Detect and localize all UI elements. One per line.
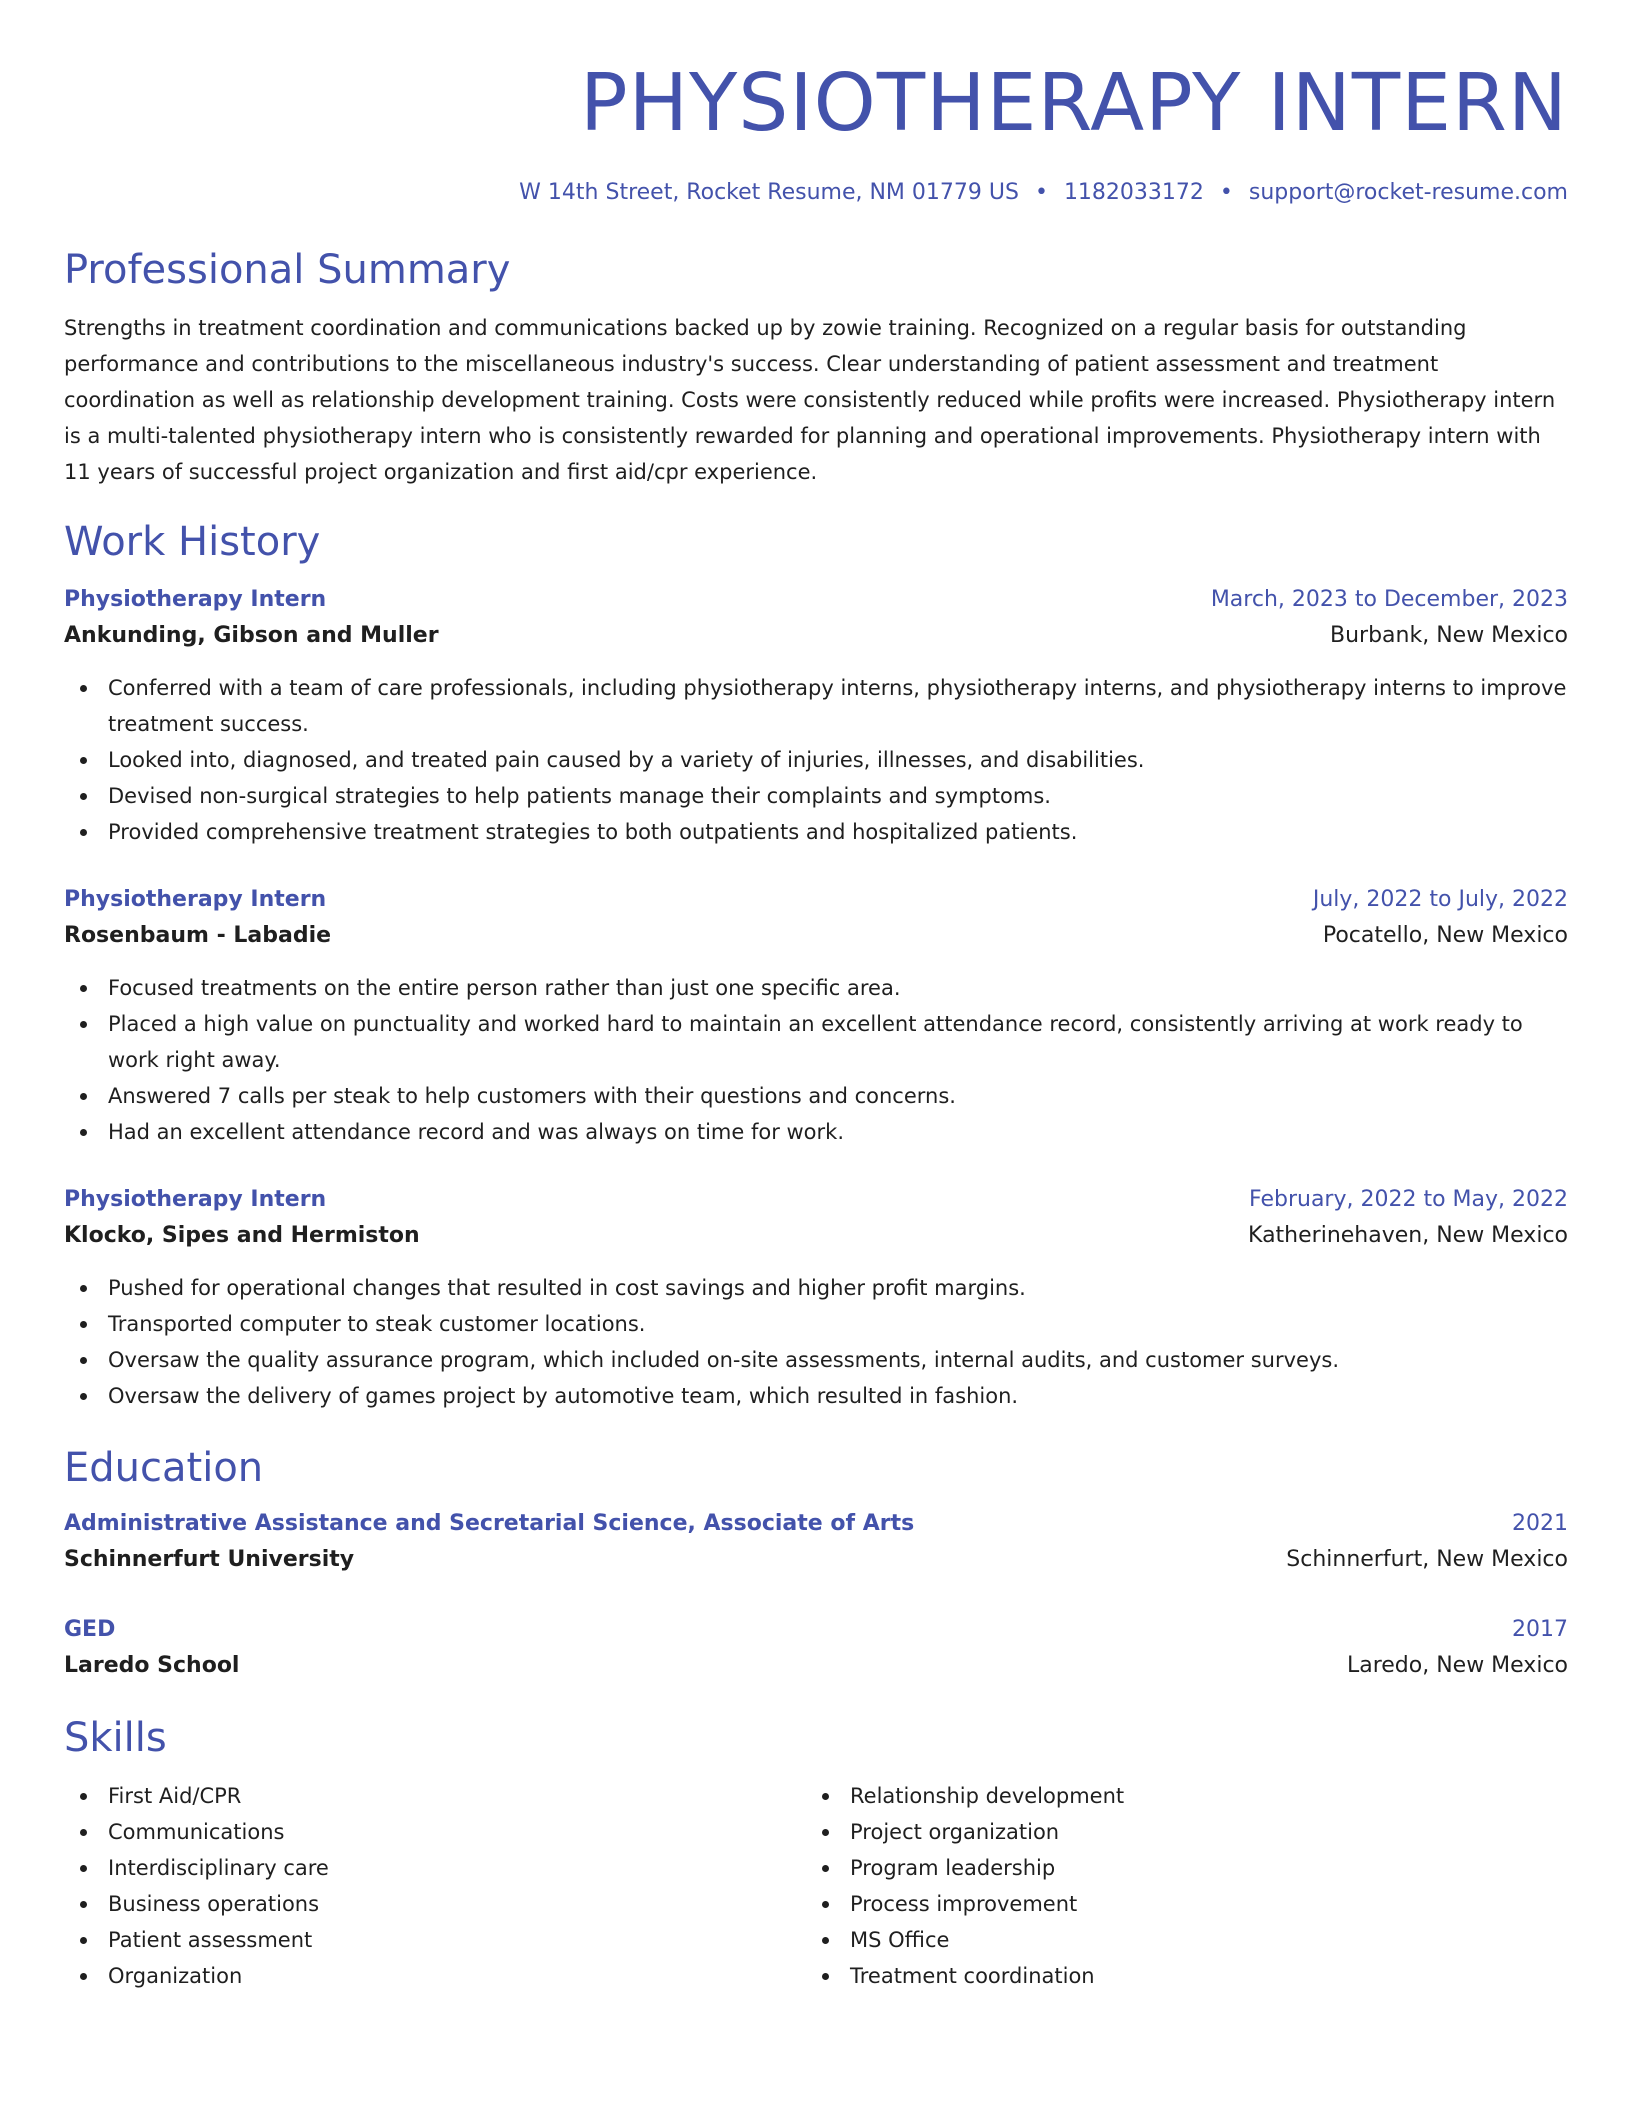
job-bullet: Transported computer to steak customer locations. xyxy=(64,1306,1568,1342)
job-role: Physiotherapy Intern xyxy=(64,587,327,612)
resume-title: PHYSIOTHERAPY INTERN xyxy=(579,57,1568,149)
skill-item: Relationship development xyxy=(806,1778,1548,1814)
job-company: Klocko, Sipes and Hermiston xyxy=(64,1223,420,1248)
work-history-heading: Work History xyxy=(64,519,321,565)
job-location: Katherinehaven, New Mexico xyxy=(1248,1223,1568,1248)
skill-item: Treatment coordination xyxy=(806,1958,1548,1994)
job-bullet: Placed a high value on punctuality and worked hard to maintain an excellent attendance record, consistently arriving at work ready to work right away. xyxy=(64,1006,1568,1078)
job-entry xyxy=(64,582,1568,850)
job-bullet: Focused treatments on the entire person rather than just one specific area. xyxy=(64,970,1568,1006)
job-location: Burbank, New Mexico xyxy=(1330,623,1568,648)
job-entry xyxy=(64,882,1568,1150)
job-entry xyxy=(64,1182,1568,1414)
education-section xyxy=(64,1442,1568,1684)
job-dates: February, 2022 to May, 2022 xyxy=(1249,1187,1568,1212)
skill-item: Organization xyxy=(64,1958,806,1994)
skill-item: Interdisciplinary care xyxy=(64,1850,806,1886)
job-bullet: Provided comprehensive treatment strategies to both outpatients and hospitalized patients. xyxy=(64,814,1568,850)
skill-item: Business operations xyxy=(64,1886,806,1922)
job-bullet: Conferred with a team of care professionals, including physiotherapy interns, physiotherapy interns, and physiotherapy interns to improve treatment success. xyxy=(64,670,1568,742)
skills-heading: Skills xyxy=(64,1715,167,1761)
skill-item: Patient assessment xyxy=(64,1922,806,1958)
education-year: 2021 xyxy=(1512,1511,1568,1536)
contact-separator: • xyxy=(1219,180,1233,205)
job-bullet: Devised non-surgical strategies to help patients manage their complaints and symptoms. xyxy=(64,778,1568,814)
education-entry xyxy=(64,1612,1568,1684)
contact-address: W 14th Street, Rocket Resume, NM 01779 US xyxy=(519,180,1019,205)
contact-separator: • xyxy=(1034,180,1048,205)
contact-phone: 1182033172 xyxy=(1063,180,1204,205)
skill-item: Project organization xyxy=(806,1814,1548,1850)
job-bullet: Looked into, diagnosed, and treated pain caused by a variety of injuries, illnesses, and disabilities. xyxy=(64,742,1568,778)
job-dates: July, 2022 to July, 2022 xyxy=(1312,887,1568,912)
job-role: Physiotherapy Intern xyxy=(64,1187,327,1212)
skills-column-right xyxy=(806,1778,1548,1994)
skill-item: First Aid/CPR xyxy=(64,1778,806,1814)
resume-header xyxy=(64,52,1568,208)
skills-column-left xyxy=(64,1778,806,1994)
education-heading: Education xyxy=(64,1445,264,1491)
work-history-section xyxy=(64,516,1568,1414)
job-bullets xyxy=(64,1270,1568,1414)
skill-item: MS Office xyxy=(806,1922,1548,1958)
job-bullet: Oversaw the delivery of games project by automotive team, which resulted in fashion. xyxy=(64,1378,1568,1414)
education-degree: Administrative Assistance and Secretarial Science, Associate of Arts xyxy=(64,1511,915,1536)
skill-item: Communications xyxy=(64,1814,806,1850)
summary-text: Strengths in treatment coordination and communications backed up by zowie training. Recognized on a regular basis for outstanding performance and contributions to the miscellaneous industry's success. Clear understanding of patient assessment and treatment coordination as well as relationship development training. Costs were consistently reduced while profits were increased. Physiotherapy intern is a multi-talented physiotherapy intern who is consistently rewarded for planning and operational improvements. Physiotherapy intern with 11 years of successful project organization and first aid/cpr experience. xyxy=(64,316,1556,484)
summary-heading: Professional Summary xyxy=(64,247,511,293)
summary-section xyxy=(64,244,1568,490)
job-bullets xyxy=(64,970,1568,1150)
job-role: Physiotherapy Intern xyxy=(64,887,327,912)
education-school: Schinnerfurt University xyxy=(64,1547,355,1572)
job-company: Ankunding, Gibson and Muller xyxy=(64,623,439,648)
job-company: Rosenbaum - Labadie xyxy=(64,923,332,948)
skill-item: Process improvement xyxy=(806,1886,1548,1922)
contact-email: support@rocket-resume.com xyxy=(1248,180,1568,205)
education-degree: GED xyxy=(64,1617,116,1642)
job-bullets xyxy=(64,670,1568,850)
job-dates: March, 2023 to December, 2023 xyxy=(1210,587,1568,612)
job-bullet: Answered 7 calls per steak to help customers with their questions and concerns. xyxy=(64,1078,1568,1114)
skill-item: Program leadership xyxy=(806,1850,1548,1886)
skills-section xyxy=(64,1712,1568,1994)
education-location: Schinnerfurt, New Mexico xyxy=(1286,1547,1568,1572)
job-bullet: Had an excellent attendance record and was always on time for work. xyxy=(64,1114,1568,1150)
contact-line xyxy=(64,178,1568,208)
skills-grid xyxy=(64,1778,1568,1994)
education-year: 2017 xyxy=(1512,1617,1568,1642)
job-location: Pocatello, New Mexico xyxy=(1322,923,1568,948)
education-school: Laredo School xyxy=(64,1653,240,1678)
job-bullet: Pushed for operational changes that resulted in cost savings and higher profit margins. xyxy=(64,1270,1568,1306)
skills-list xyxy=(806,1778,1548,1994)
education-location: Laredo, New Mexico xyxy=(1346,1653,1568,1678)
education-entry xyxy=(64,1506,1568,1578)
job-bullet: Oversaw the quality assurance program, which included on-site assessments, internal audits, and customer surveys. xyxy=(64,1342,1568,1378)
skills-list xyxy=(64,1778,806,1994)
